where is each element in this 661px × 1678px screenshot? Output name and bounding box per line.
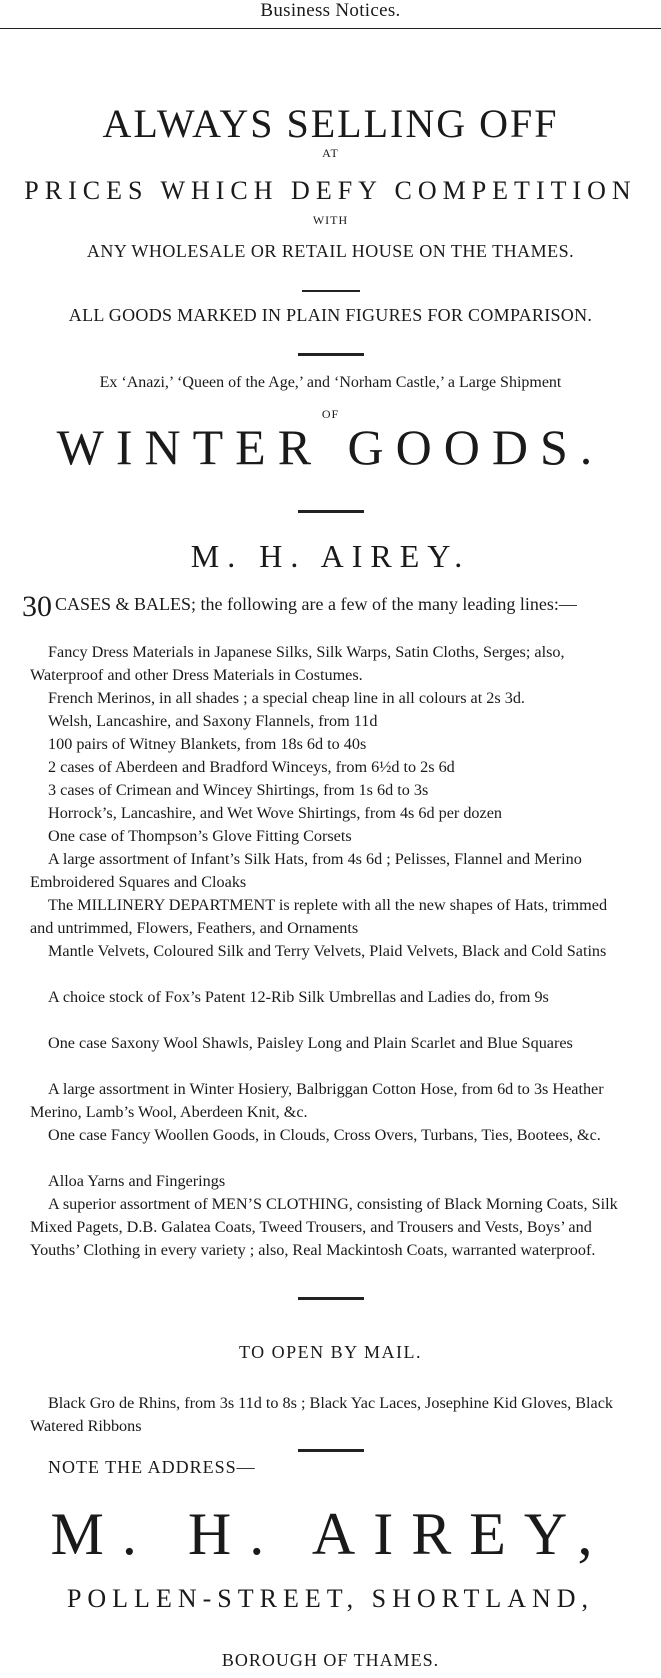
subheadline: PRICES WHICH DEFY COMPETITION: [24, 176, 637, 205]
short-rule: [302, 290, 360, 292]
note-label: NOTE THE ADDRESS—: [48, 1457, 256, 1477]
list-item: Mantle Velvets, Coloured Silk and Terry Velvets, Plaid Velvets, Black and Cold Satins: [48, 942, 607, 960]
list-item: 2 cases of Aberdeen and Bradford Winceys, from 6½d to 2s 6d: [48, 758, 455, 776]
list-item: Horrock’s, Lancashire, and Wet Wove Shirtings, from 4s 6d per dozen: [48, 804, 502, 822]
headline: ALWAYS SELLING OFF: [102, 101, 559, 146]
divider-rule: [298, 353, 364, 356]
list-item: Fancy Dress Materials in Japanese Silks, Silk Warps, Satin Cloths, Serges; also, Waterproof and other Dress Materials in Costumes.: [30, 643, 565, 684]
list-item: A choice stock of Fox’s Patent 12-Rib Silk Umbrellas and Ladies do, from 9s: [48, 988, 549, 1006]
list-item: The MILLINERY DEPARTMENT is replete with all the new shapes of Hats, trimmed and untrimmed, Flowers, Feathers, and Ornaments: [30, 896, 608, 937]
list-item: French Merinos, in all shades ; a special cheap line in all colours at 2s 3d.: [48, 689, 525, 707]
lead-text: CASES & BALES; the following are a few of the many leading lines:—: [55, 594, 577, 614]
connector-with: WITH: [312, 213, 349, 227]
address-street: POLLEN-STREET, SHORTLAND,: [66, 1584, 595, 1613]
divider-rule: [298, 510, 364, 513]
list-item: One case of Thompson’s Glove Fitting Corsets: [48, 827, 352, 845]
connector-at: AT: [322, 146, 339, 160]
merchant-name: M. H. AIREY.: [190, 538, 471, 574]
divider-rule: [298, 1449, 364, 1452]
list-item: A superior assortment of MEN’S CLOTHING, consisting of Black Morning Coats, Silk Mixed Pagets, D.B. Galatea Coats, Tweed Trousers, and Trousers and Vests, Boys’ and Youths’ Clothing in every variety ; also, Real Mackintosh Coats, warranted waterproof.: [30, 1195, 618, 1259]
list-item: Welsh, Lancashire, and Saxony Flannels, from 11d: [48, 712, 378, 730]
list-item: One case Fancy Woollen Goods, in Clouds, Cross Overs, Turbans, Ties, Bootees, &c.: [48, 1126, 601, 1144]
list-item: Alloa Yarns and Fingerings: [48, 1172, 226, 1190]
list-item: 100 pairs of Witney Blankets, from 18s 6d to 40s: [48, 735, 367, 753]
connector-of: OF: [321, 407, 340, 421]
list-item: A large assortment in Winter Hosiery, Balbriggan Cotton Hose, from 6d to 3s Heather Merino, Lamb’s Wool, Aberdeen Knit, &c.: [30, 1080, 604, 1121]
rivals-line: ANY WHOLESALE OR RETAIL HOUSE ON THE THAMES.: [86, 241, 575, 261]
list-item: 3 cases of Crimean and Wincey Shirtings, from 1s 6d to 3s: [48, 781, 429, 799]
header-rule: [0, 28, 661, 29]
goods-title: WINTER GOODS.: [56, 419, 605, 475]
plain-figures-line: ALL GOODS MARKED IN PLAIN FIGURES FOR COMPARISON.: [68, 305, 593, 325]
address-name: M. H. AIREY,: [50, 1501, 611, 1567]
mail-heading: TO OPEN BY MAIL.: [238, 1342, 422, 1362]
divider-rule: [298, 1297, 364, 1300]
lead-line: [22, 590, 577, 624]
lead-number: 30: [22, 590, 52, 623]
section-header: Business Notices.: [260, 0, 401, 21]
list-item: One case Saxony Wool Shawls, Paisley Long and Plain Scarlet and Blue Squares: [48, 1034, 573, 1052]
list-item: A large assortment of Infant’s Silk Hats, from 4s 6d ; Pelisses, Flannel and Merino Embroidered Squares and Cloaks: [30, 850, 582, 891]
address-borough: BOROUGH OF THAMES.: [221, 1650, 440, 1670]
mail-text: Black Gro de Rhins, from 3s 11d to 8s ; Black Yac Laces, Josephine Kid Gloves, Black Watered Ribbons: [30, 1394, 613, 1435]
shipment-line: Ex ‘Anazi,’ ‘Queen of the Age,’ and ‘Norham Castle,’ a Large Shipment: [99, 374, 562, 391]
